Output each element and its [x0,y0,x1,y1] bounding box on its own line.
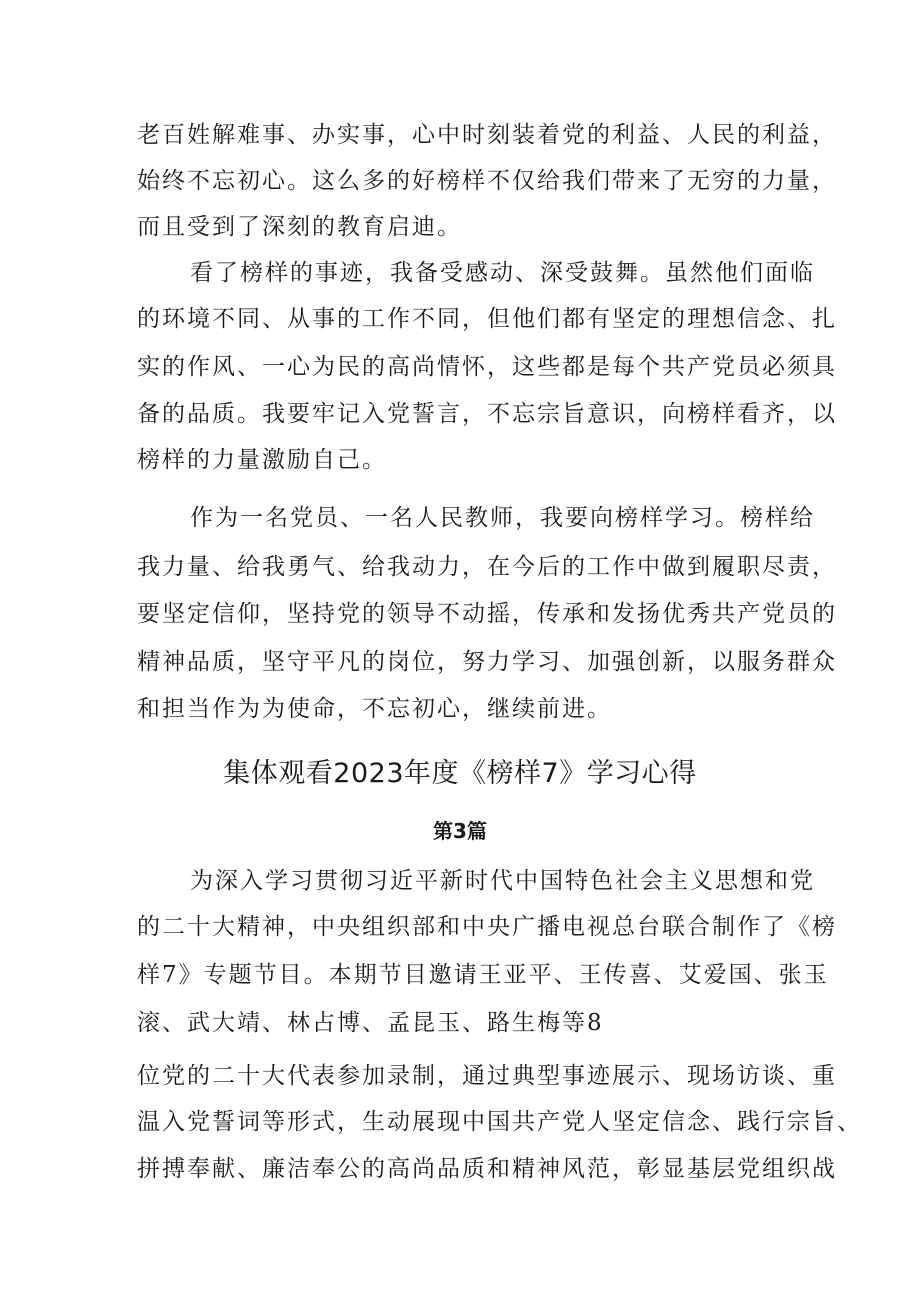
section-subtitle: 第3篇 [433,819,487,843]
paragraph-3-line-2: 我力量、给我勇气、给我动力，在今后的工作中做到履职尽责， [137,554,837,580]
paragraph-3-line-3: 要坚定信仰，坚持党的领导不动摇，传承和发扬优秀共产党员的 [137,601,837,627]
paragraph-2-line-1: 看了榜样的事迹，我备受感动、深受鼓舞。虽然他们面临 [190,260,815,286]
paragraph-3-line-1: 作为一名党员、一名人民教师，我要向榜样学习。榜样给 [190,505,815,531]
paragraph-1-line-1: 老百姓解难事、办实事，心中时刻装着党的利益、人民的利益， [137,122,837,148]
paragraph-3-line-4: 精神品质，坚守平凡的岗位，努力学习、加强创新，以服务群众 [137,649,837,675]
paragraph-1-line-2: 始终不忘初心。这么多的好榜样不仅给我们带来了无穷的力量， [137,168,837,194]
paragraph-2-line-3: 实的作风、一心为民的高尚情怀，这些都是每个共产党员必须具 [137,354,837,380]
paragraph-4-line-1: 为深入学习贯彻习近平新时代中国特色社会主义思想和党 [190,868,815,894]
paragraph-4-line-3: 样7》专题节目。本期节目邀请王亚平、王传喜、艾爱国、张玉 [137,962,829,988]
paragraph-4-line-7: 拼搏奉献、廉洁奉公的高尚品质和精神风范，彰显基层党组织战 [137,1156,837,1182]
paragraph-4-line-5: 位党的二十大代表参加录制，通过典型事迹展示、现场访谈、重 [137,1063,837,1089]
paragraph-2-line-2: 的环境不同、从事的工作不同，但他们都有坚定的理想信念、扎 [137,306,837,332]
paragraph-4-line-6: 温入党誓词等形式，生动展现中国共产党人坚定信念、践行宗旨、 [137,1109,862,1135]
document-title: 集体观看2023年度《榜样7》学习心得 [223,758,697,789]
paragraph-2-line-4: 备的品质。我要牢记入党誓言，不忘宗旨意识，向榜样看齐，以 [137,401,837,427]
paragraph-4-line-4: 滚、武大靖、林占博、孟昆玉、路生梅等8 [137,1010,604,1036]
paragraph-2-line-5: 榜样的力量激励自己。 [137,447,387,473]
paragraph-3-line-5: 和担当作为为使命，不忘初心，继续前进。 [137,696,612,722]
paragraph-4-line-2: 的二十大精神，中央组织部和中央广播电视总台联合制作了《榜 [137,914,837,940]
paragraph-1-line-3: 而且受到了深刻的教育启迪。 [137,214,462,240]
